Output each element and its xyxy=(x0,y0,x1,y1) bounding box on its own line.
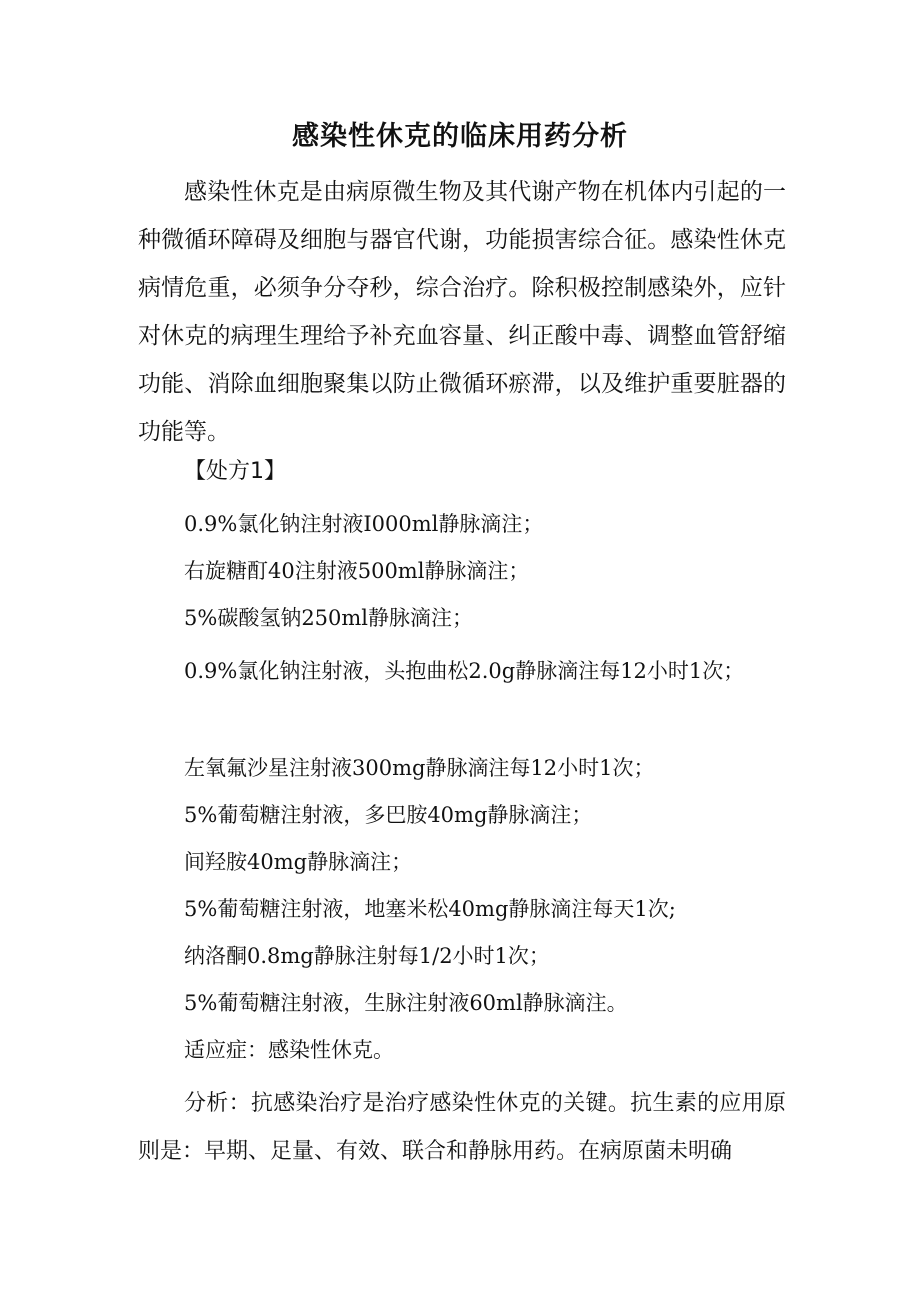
indication-line: 适应症：感染性休克。 xyxy=(184,1038,394,1062)
prescription-line: 0.9%氯化钠注射液，头抱曲松2.0g静脉滴注每12小时1次； xyxy=(184,659,745,683)
prescription-line: 左氧氟沙星注射液300mg静脉滴注每12小时1次； xyxy=(184,756,655,780)
document-title: 感染性休克的临床用药分析 xyxy=(292,121,628,152)
prescription-line: 5%碳酸氢钠250ml静脉滴注； xyxy=(184,606,474,630)
prescription-line: 间羟胺40mg静脉滴注； xyxy=(184,850,413,874)
prescription-heading: 【处方1】 xyxy=(184,459,286,484)
prescription-line: 5%葡萄糖注射液，生脉注射液60ml静脉滴注。 xyxy=(184,991,628,1015)
intro-paragraph: 感染性休克是由病原微生物及其代谢产物在机体内引起的一种微循环障碍及细胞与器官代谢，功能损害综合征。感染性休克病情危重，必须争分夺秒，综合治疗。除积极控制感染外，应针对休克的病理生理给予补充血容量、纠正酸中毒、调整血管舒缩功能、消除血细胞聚集以防止微循环瘀滞，以及维护重要脏器的功能等。 xyxy=(138,179,786,445)
prescription-line: 5%葡萄糖注射液，多巴胺40mg静脉滴注； xyxy=(184,803,593,827)
prescription-line: 0.9%氯化钠注射液I000ml静脉滴注； xyxy=(184,512,544,536)
prescription-line: 纳洛酮0.8mg静脉注射每1/2小时1次； xyxy=(184,944,550,968)
prescription-line: 5%葡萄糖注射液，地塞米松40mg静脉滴注每天1次; xyxy=(184,897,676,921)
prescription-line: 右旋糖酊40注射液500ml静脉滴注； xyxy=(184,559,530,583)
analysis-paragraph: 分析：抗感染治疗是治疗感染性休克的关键。抗生素的应用原则是：早期、足量、有效、联合和静脉用药。在病原菌未明确 xyxy=(138,1091,786,1164)
